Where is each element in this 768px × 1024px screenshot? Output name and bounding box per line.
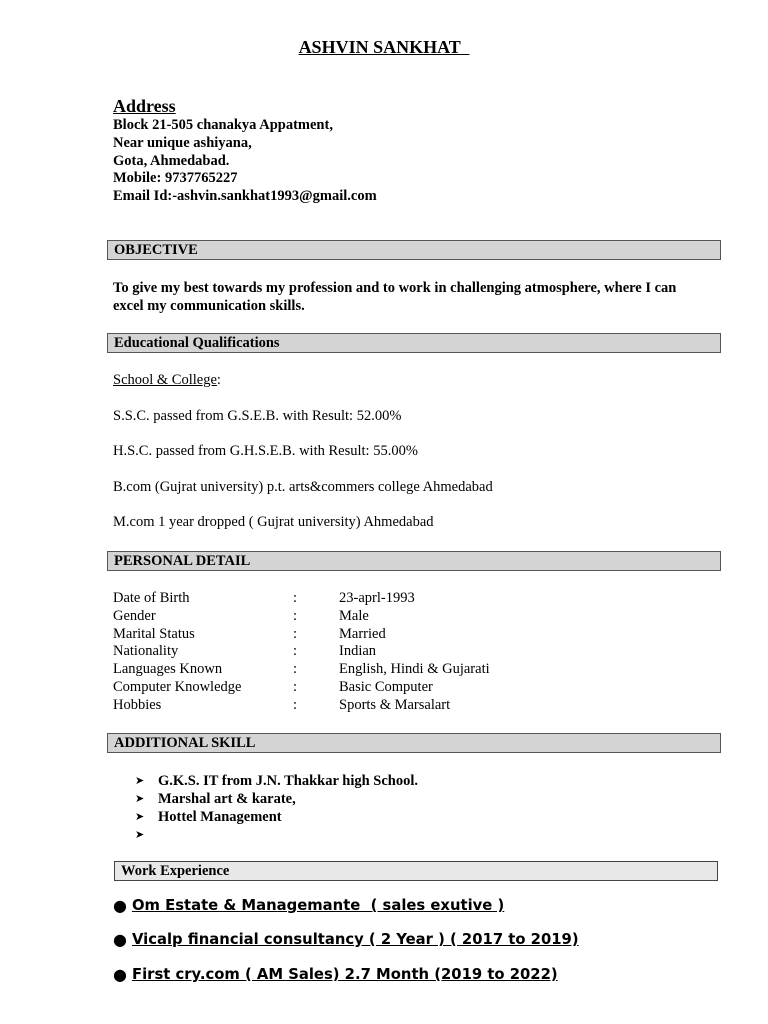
detail-separator: :	[293, 643, 298, 660]
detail-row-hobbies	[113, 697, 490, 715]
detail-value: English, Hindi & Gujarati	[339, 661, 490, 678]
education-heading: Educational Qualifications	[107, 333, 721, 353]
work-item-text: Vicalp financial consultancy ( 2 Year ) ( 2017 to 2019)	[131, 931, 579, 948]
school-college-colon: :	[216, 372, 221, 388]
arrowhead-bullet-icon: ➤	[135, 775, 145, 787]
objective-heading: OBJECTIVE	[107, 240, 721, 260]
list-item	[135, 808, 418, 826]
detail-label: Languages Known	[113, 661, 223, 678]
list-item	[135, 826, 418, 844]
detail-label: Date of Birth	[113, 590, 190, 606]
work-item-text: First cry.com ( AM Sales) 2.7 Month (2019 to 2022)	[131, 966, 558, 983]
detail-label: Nationality	[113, 643, 179, 660]
detail-row-gender	[113, 608, 490, 626]
detail-separator: :	[293, 696, 298, 713]
filled-circle-bullet-icon: ●	[113, 930, 127, 949]
education-item-ssc: S.S.C. passed from G.S.E.B. with Result: 52.00%	[113, 408, 402, 424]
filled-circle-bullet-icon: ●	[113, 896, 127, 915]
detail-label: Marital Status	[113, 625, 195, 642]
work-item-text: Om Estate & Managemante ( sales exutive )	[131, 897, 505, 914]
skill-text: Marshal art & karate,	[158, 791, 296, 807]
address-line-3: Gota, Ahmedabad.	[113, 152, 230, 169]
filled-circle-bullet-icon: ●	[113, 965, 127, 984]
detail-value: Married	[339, 625, 386, 642]
detail-separator: :	[293, 607, 298, 624]
arrowhead-bullet-icon: ➤	[135, 829, 145, 841]
detail-label: Gender	[113, 607, 156, 624]
detail-separator: :	[293, 590, 298, 606]
arrowhead-bullet-icon: ➤	[135, 793, 145, 805]
mobile-line: Mobile: 9737765227	[113, 170, 238, 187]
resume-name: ASHVIN SANKHAT	[298, 37, 470, 57]
detail-value: Basic Computer	[339, 678, 433, 695]
detail-row-dob	[113, 590, 490, 608]
detail-row-computer-knowledge	[113, 679, 490, 697]
detail-row-languages	[113, 661, 490, 679]
education-item-bcom: B.com (Gujrat university) p.t. arts&commers college Ahmedabad	[113, 479, 493, 495]
detail-label: Computer Knowledge	[113, 678, 242, 695]
detail-row-nationality	[113, 643, 490, 661]
education-item-mcom: M.com 1 year dropped ( Gujrat university) Ahmedabad	[113, 514, 434, 530]
detail-separator: :	[293, 661, 298, 678]
address-line-2: Near unique ashiyana,	[113, 134, 252, 151]
detail-separator: :	[293, 625, 298, 642]
arrowhead-bullet-icon: ➤	[135, 811, 145, 823]
list-item	[135, 772, 418, 790]
skill-text: G.K.S. IT from J.N. Thakkar high School.	[158, 773, 419, 789]
additional-skill-heading: ADDITIONAL SKILL	[107, 733, 721, 753]
detail-label: Hobbies	[113, 696, 162, 713]
skill-text: Hottel Management	[158, 809, 282, 825]
education-item-hsc: H.S.C. passed from G.H.S.E.B. with Result: 55.00%	[113, 443, 418, 459]
email-line: Email Id:-ashvin.sankhat1993@gmail.com	[113, 188, 377, 205]
work-experience-heading: Work Experience	[114, 861, 718, 881]
detail-row-marital-status	[113, 626, 490, 644]
skills-list	[135, 772, 418, 844]
list-item	[135, 790, 418, 808]
detail-value: Indian	[339, 643, 377, 660]
address-line-1: Block 21-505 chanakya Appatment,	[113, 117, 333, 133]
address-heading: Address	[113, 96, 176, 116]
school-college-label	[113, 372, 221, 389]
list-item	[113, 896, 504, 915]
detail-separator: :	[293, 678, 298, 695]
objective-text: To give my best towards my profession and to work in challenging atmosphere, where I can excel my communication skills.	[113, 280, 677, 314]
list-item	[113, 930, 579, 949]
detail-value: 23-aprl-1993	[339, 590, 415, 606]
detail-value: Sports & Marsalart	[339, 696, 451, 713]
list-item	[113, 965, 558, 984]
detail-value: Male	[339, 607, 369, 624]
school-college-text: School & College	[113, 372, 217, 388]
address-block	[113, 117, 377, 206]
personal-detail-heading: PERSONAL DETAIL	[107, 551, 721, 571]
personal-detail-table	[113, 590, 490, 715]
